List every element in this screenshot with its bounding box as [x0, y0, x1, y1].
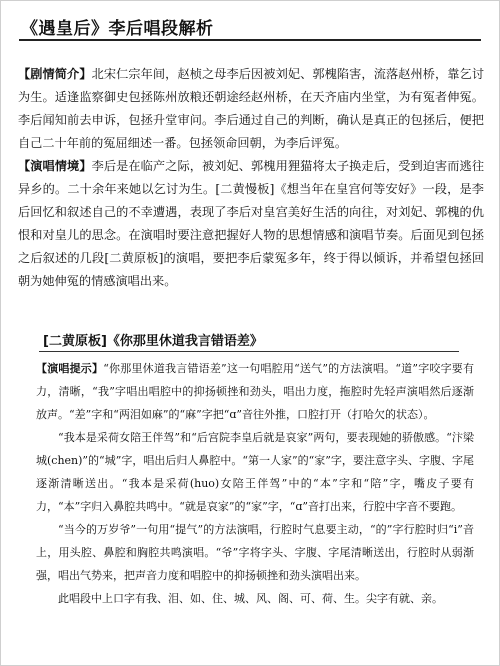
- singing-context-paragraph: [18, 155, 484, 293]
- singing-context-text: 李后是在临产之际，被刘妃、郭槐用狸猫将太子换走后，受到迫害而逃往异乡的。二十余年来她以乞讨为生。[二黄慢板]《想当年在皇宫何等安好》一段，是李后回忆和叙述自己的不幸遭遇，表现了李后对皇宫美好生活的向往，对刘妃、郭槐的仇恨和对皇儿的思念。在演唱时要注意把握好人物的思想情感和演唱节奏。后面见到包拯之后叙述的几段[二黄原板]的演唱，要把李后蒙冤多年，终于得以倾诉，并希望包拯回朝为她伸冤的情感演唱出来。: [18, 159, 485, 288]
- tip-text-3: “当今的万岁爷”一句用“提气”的方法演唱，行腔时气息要主动，“的”字行腔时归“i”音上，用头腔、鼻腔和胸腔共鸣演唱。“爷”字将字头、字腹、字尾清晰送出，行腔时从弱渐强，唱出气势来，把声音力度和唱腔中的抑扬顿挫和劲头演唱出来。: [36, 523, 474, 582]
- aria-heading: [二黄原板]《你那里休道我言错语差》: [43, 334, 263, 349]
- tip-paragraph: [36, 357, 474, 426]
- aria-divider: [39, 351, 459, 352]
- title-divider: [19, 39, 481, 41]
- tip-text-2: “我本是采荷女陪王伴驾”和“后宫院李皇后就是哀家”两句，要表现她的骄傲感。“汴梁城(chen)”的“城”字，唱出后归人鼻腔中。“第一人家”的“家”字，要注意字头、字腹、字尾逐渐清晰送出。“我本是采荷(huo)女陪王伴驾”中的“本”字和“陪”字，嘴皮子要有力，“本”字归入鼻腔共鸣中。“就是哀家”的“家”字，“ɑ”音打出来，行腔中字音不要跑。: [36, 431, 474, 513]
- tip-label: 【演唱提示】: [36, 362, 104, 375]
- singing-context-label: 【演唱情境】: [18, 159, 92, 173]
- aria-section: [36, 357, 474, 610]
- tip-text-1: “你那里休道我言错语差”这一句唱腔用“送气”的方法演唱。“道”字咬字要有力，清晰，“我”字唱出唱腔中的抑扬顿挫和劲头，唱出力度，拖腔时先轻声演唱然后逐渐放声。“差”字和“两泪如麻”的“麻”字把“ɑ”音往外推，口腔打开（打哈欠的状态）。: [36, 362, 475, 421]
- intro-section: [18, 63, 484, 293]
- plot-paragraph: [18, 63, 484, 155]
- plot-label: 【剧情简介】: [18, 67, 92, 81]
- tip-text-4: 此唱段中上口字有我、泪、如、住、城、风、阁、可、荷、生。尖字有就、亲。: [58, 592, 443, 605]
- page-title: 《遇皇后》李后唱段解析: [21, 19, 214, 39]
- plot-text: 北宋仁宗年间，赵桢之母李后因被刘妃、郭槐陷害，流落赵州桥，靠乞讨为生。适逢监察御史包拯陈州放粮还朝途经赵州桥，在天齐庙内坐堂，为有冤者伸冤。李后闻知前去申诉，包拯升堂审问。李后通过自己的判断，确认是真正的包拯后，便把自己二十年前的冤屈细述一番。包拯领命回朝，为李后评冤。: [18, 67, 485, 150]
